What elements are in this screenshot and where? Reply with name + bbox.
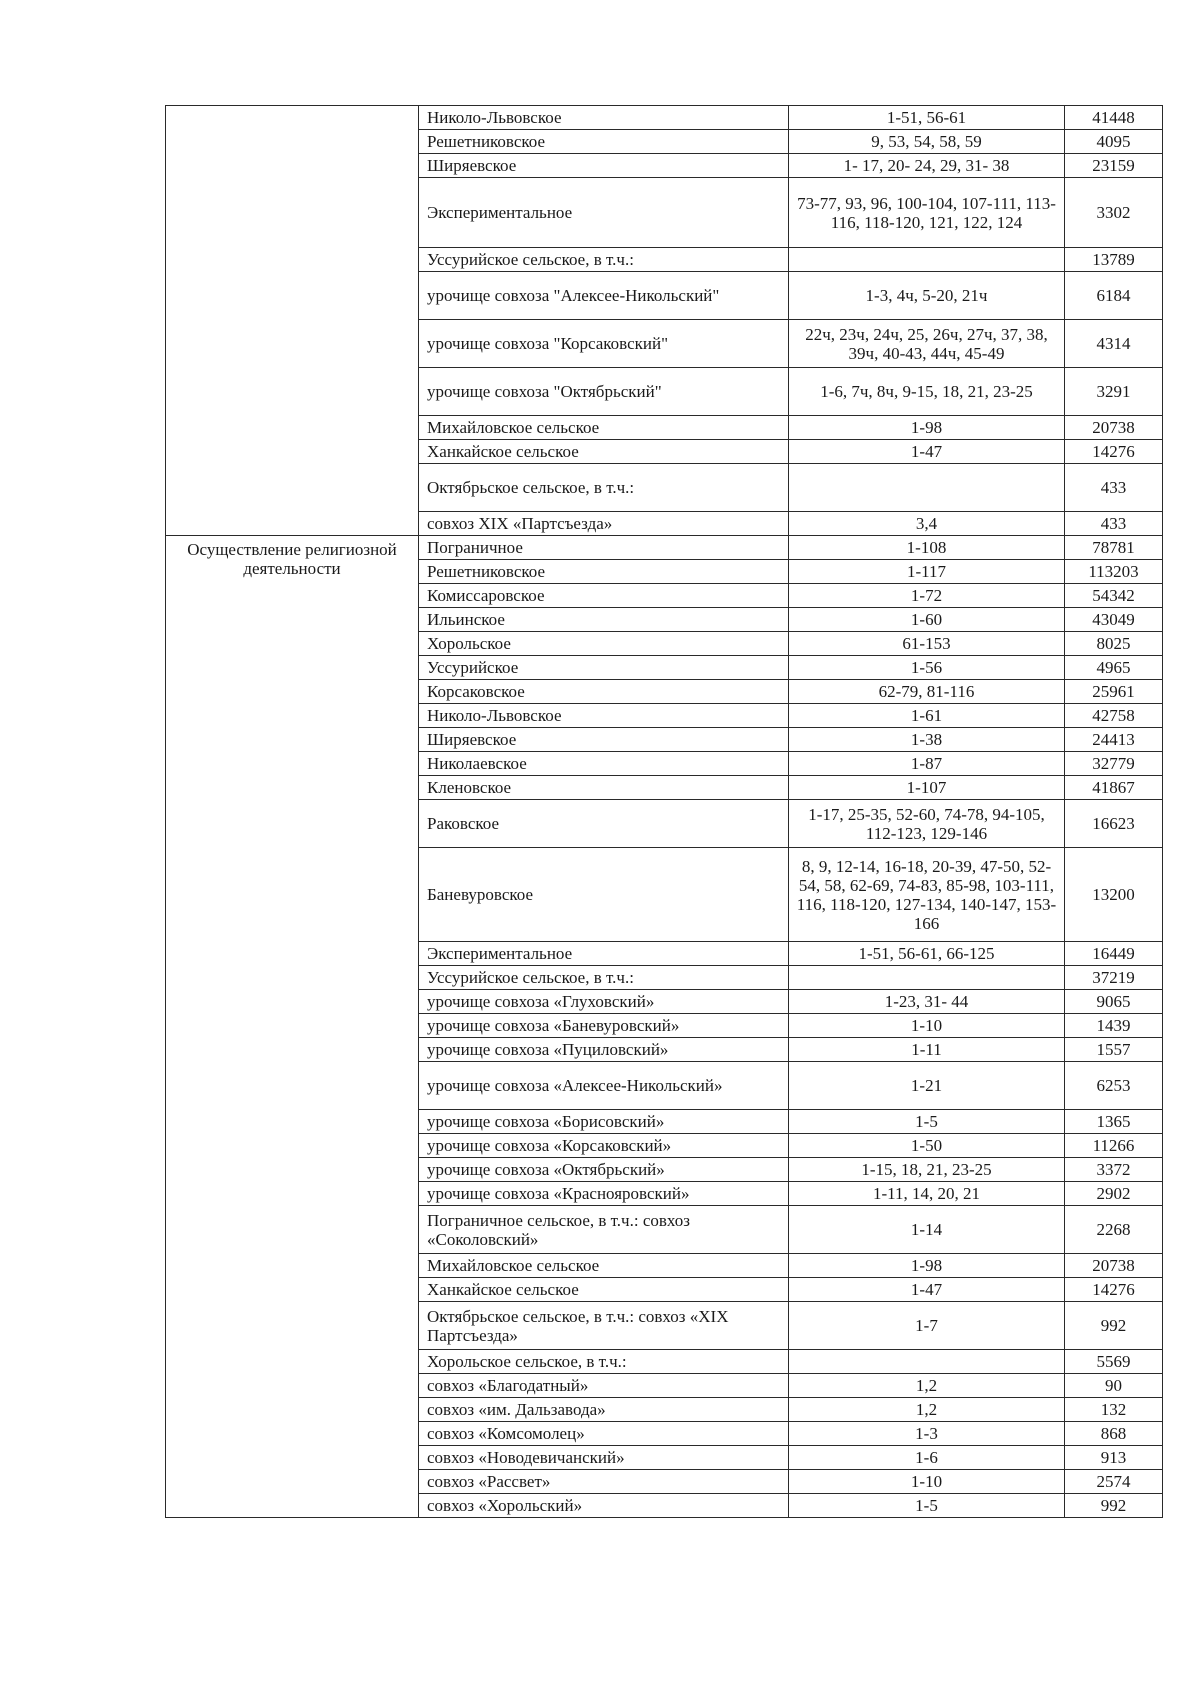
quarter-numbers-cell: 22ч, 23ч, 24ч, 25, 26ч, 27ч, 37, 38, 39ч, 40-43, 44ч, 45-49 <box>789 320 1065 368</box>
quarter-numbers-cell: 1-98 <box>789 416 1065 440</box>
quarter-numbers-cell: 1-7 <box>789 1302 1065 1350</box>
quarter-numbers-cell: 1-47 <box>789 1278 1065 1302</box>
forestry-name-cell: урочище совхоза «Пуциловский» <box>419 1038 789 1062</box>
activity-type-cell <box>166 106 419 536</box>
area-cell: 2902 <box>1065 1182 1163 1206</box>
area-cell: 5569 <box>1065 1350 1163 1374</box>
forestry-name-cell: совхоз «Новодевичанский» <box>419 1446 789 1470</box>
forestry-name-cell: Пограничное сельское, в т.ч.: совхоз «Соколовский» <box>419 1206 789 1254</box>
area-cell: 37219 <box>1065 966 1163 990</box>
area-cell: 16449 <box>1065 942 1163 966</box>
area-cell: 4965 <box>1065 656 1163 680</box>
area-cell: 992 <box>1065 1494 1163 1518</box>
quarter-numbers-cell: 1-5 <box>789 1494 1065 1518</box>
area-cell: 20738 <box>1065 416 1163 440</box>
area-cell: 433 <box>1065 464 1163 512</box>
area-cell: 3302 <box>1065 178 1163 248</box>
forestry-name-cell: урочище совхоза «Алексее-Никольский» <box>419 1062 789 1110</box>
area-cell: 3372 <box>1065 1158 1163 1182</box>
area-cell: 9065 <box>1065 990 1163 1014</box>
forestry-name-cell: Корсаковское <box>419 680 789 704</box>
quarter-numbers-cell: 1-10 <box>789 1470 1065 1494</box>
area-cell: 54342 <box>1065 584 1163 608</box>
area-cell: 20738 <box>1065 1254 1163 1278</box>
area-cell: 2574 <box>1065 1470 1163 1494</box>
forestry-name-cell: Октябрьское сельское, в т.ч.: <box>419 464 789 512</box>
forestry-name-cell: Михайловское сельское <box>419 1254 789 1278</box>
area-cell: 32779 <box>1065 752 1163 776</box>
forestry-name-cell: совхоз XIX «Партсъезда» <box>419 512 789 536</box>
area-cell: 113203 <box>1065 560 1163 584</box>
forestry-name-cell: Уссурийское сельское, в т.ч.: <box>419 248 789 272</box>
forestry-name-cell: Кленовское <box>419 776 789 800</box>
forestry-name-cell: Комиссаровское <box>419 584 789 608</box>
forestry-name-cell: Решетниковское <box>419 130 789 154</box>
quarter-numbers-cell: 1-5 <box>789 1110 1065 1134</box>
area-cell: 868 <box>1065 1422 1163 1446</box>
area-cell: 132 <box>1065 1398 1163 1422</box>
area-cell: 4095 <box>1065 130 1163 154</box>
quarter-numbers-cell: 1-17, 25-35, 52-60, 74-78, 94-105, 112-123, 129-146 <box>789 800 1065 848</box>
forestry-name-cell: урочище совхоза "Алексее-Никольский" <box>419 272 789 320</box>
quarter-numbers-cell <box>789 1350 1065 1374</box>
area-cell: 6184 <box>1065 272 1163 320</box>
area-cell: 43049 <box>1065 608 1163 632</box>
forestry-name-cell: урочище совхоза "Октябрьский" <box>419 368 789 416</box>
forestry-name-cell: Уссурийское <box>419 656 789 680</box>
quarter-numbers-cell: 1-11 <box>789 1038 1065 1062</box>
forestry-name-cell: Уссурийское сельское, в т.ч.: <box>419 966 789 990</box>
quarter-numbers-cell: 1,2 <box>789 1374 1065 1398</box>
quarter-numbers-cell: 1-3, 4ч, 5-20, 21ч <box>789 272 1065 320</box>
forestry-name-cell: Пограничное <box>419 536 789 560</box>
area-cell: 11266 <box>1065 1134 1163 1158</box>
quarter-numbers-cell: 1-38 <box>789 728 1065 752</box>
area-cell: 992 <box>1065 1302 1163 1350</box>
quarter-numbers-cell: 1-108 <box>789 536 1065 560</box>
forestry-name-cell: совхоз «Комсомолец» <box>419 1422 789 1446</box>
quarter-numbers-cell: 1-61 <box>789 704 1065 728</box>
area-cell: 14276 <box>1065 440 1163 464</box>
area-cell: 2268 <box>1065 1206 1163 1254</box>
quarter-numbers-cell: 1-117 <box>789 560 1065 584</box>
area-cell: 23159 <box>1065 154 1163 178</box>
forestry-name-cell: Ильинское <box>419 608 789 632</box>
quarter-numbers-cell: 1-87 <box>789 752 1065 776</box>
forestry-name-cell: Октябрьское сельское, в т.ч.: совхоз «XIX Партсъезда» <box>419 1302 789 1350</box>
quarter-numbers-cell: 1-50 <box>789 1134 1065 1158</box>
forestry-name-cell: Хорольское <box>419 632 789 656</box>
area-cell: 6253 <box>1065 1062 1163 1110</box>
area-cell: 16623 <box>1065 800 1163 848</box>
area-cell: 1557 <box>1065 1038 1163 1062</box>
quarter-numbers-cell: 62-79, 81-116 <box>789 680 1065 704</box>
quarter-numbers-cell: 1-107 <box>789 776 1065 800</box>
forestry-name-cell: урочище совхоза «Корсаковский» <box>419 1134 789 1158</box>
forestry-name-cell: Решетниковское <box>419 560 789 584</box>
forestry-name-cell: Михайловское сельское <box>419 416 789 440</box>
forestry-name-cell: урочище совхоза «Октябрьский» <box>419 1158 789 1182</box>
forestry-name-cell: урочище совхоза «Борисовский» <box>419 1110 789 1134</box>
forestry-name-cell: Ханкайское сельское <box>419 440 789 464</box>
forestry-name-cell: совхоз «Хорольский» <box>419 1494 789 1518</box>
quarter-numbers-cell: 8, 9, 12-14, 16-18, 20-39, 47-50, 52-54, 58, 62-69, 74-83, 85-98, 103-111, 116, 118-120, 127-134, 140-147, 153-166 <box>789 848 1065 942</box>
quarter-numbers-cell: 3,4 <box>789 512 1065 536</box>
quarter-numbers-cell: 1-56 <box>789 656 1065 680</box>
quarter-numbers-cell: 1-60 <box>789 608 1065 632</box>
forestry-name-cell: Раковское <box>419 800 789 848</box>
quarter-numbers-cell: 1-3 <box>789 1422 1065 1446</box>
quarter-numbers-cell: 1-23, 31- 44 <box>789 990 1065 1014</box>
area-cell: 41448 <box>1065 106 1163 130</box>
area-cell: 913 <box>1065 1446 1163 1470</box>
quarter-numbers-cell: 1-6, 7ч, 8ч, 9-15, 18, 21, 23-25 <box>789 368 1065 416</box>
forestry-name-cell: Николо-Львовское <box>419 704 789 728</box>
forestry-name-cell: Экспериментальное <box>419 942 789 966</box>
forestry-name-cell: совхоз «им. Дальзавода» <box>419 1398 789 1422</box>
quarter-numbers-cell: 61-153 <box>789 632 1065 656</box>
area-cell: 90 <box>1065 1374 1163 1398</box>
forestry-name-cell: Николаевское <box>419 752 789 776</box>
quarter-numbers-cell <box>789 464 1065 512</box>
quarter-numbers-cell: 1-10 <box>789 1014 1065 1038</box>
area-cell: 14276 <box>1065 1278 1163 1302</box>
quarter-numbers-cell: 1- 17, 20- 24, 29, 31- 38 <box>789 154 1065 178</box>
table-row <box>166 536 1163 560</box>
forestry-name-cell: совхоз «Рассвет» <box>419 1470 789 1494</box>
area-cell: 13200 <box>1065 848 1163 942</box>
document-page <box>165 105 1162 1518</box>
area-cell: 78781 <box>1065 536 1163 560</box>
quarter-numbers-cell: 73-77, 93, 96, 100-104, 107-111, 113-116, 118-120, 121, 122, 124 <box>789 178 1065 248</box>
quarter-numbers-cell <box>789 248 1065 272</box>
quarter-numbers-cell: 1-21 <box>789 1062 1065 1110</box>
forestry-name-cell: Ханкайское сельское <box>419 1278 789 1302</box>
quarter-numbers-cell: 9, 53, 54, 58, 59 <box>789 130 1065 154</box>
table-body <box>166 106 1163 1518</box>
quarter-numbers-cell: 1-98 <box>789 1254 1065 1278</box>
forestry-name-cell: Экспериментальное <box>419 178 789 248</box>
area-cell: 1439 <box>1065 1014 1163 1038</box>
quarter-numbers-cell: 1-51, 56-61 <box>789 106 1065 130</box>
forestry-name-cell: урочище совхоза «Глуховский» <box>419 990 789 1014</box>
forestry-name-cell: Хорольское сельское, в т.ч.: <box>419 1350 789 1374</box>
quarter-numbers-cell: 1-6 <box>789 1446 1065 1470</box>
quarter-numbers-cell: 1-72 <box>789 584 1065 608</box>
forestry-name-cell: урочище совхоза «Баневуровский» <box>419 1014 789 1038</box>
activity-type-cell: Осуществление религиозной деятельности <box>166 536 419 1518</box>
quarter-numbers-cell: 1-15, 18, 21, 23-25 <box>789 1158 1065 1182</box>
forestry-name-cell: урочище совхоза «Краснояровский» <box>419 1182 789 1206</box>
area-cell: 4314 <box>1065 320 1163 368</box>
area-cell: 1365 <box>1065 1110 1163 1134</box>
area-cell: 3291 <box>1065 368 1163 416</box>
forestry-name-cell: Ширяевское <box>419 728 789 752</box>
area-cell: 24413 <box>1065 728 1163 752</box>
quarter-numbers-cell: 1,2 <box>789 1398 1065 1422</box>
forest-quarters-table <box>165 105 1163 1518</box>
quarter-numbers-cell: 1-51, 56-61, 66-125 <box>789 942 1065 966</box>
forestry-name-cell: Николо-Львовское <box>419 106 789 130</box>
area-cell: 13789 <box>1065 248 1163 272</box>
forestry-name-cell: Баневуровское <box>419 848 789 942</box>
forestry-name-cell: совхоз «Благодатный» <box>419 1374 789 1398</box>
quarter-numbers-cell: 1-47 <box>789 440 1065 464</box>
quarter-numbers-cell: 1-14 <box>789 1206 1065 1254</box>
forestry-name-cell: Ширяевское <box>419 154 789 178</box>
area-cell: 8025 <box>1065 632 1163 656</box>
area-cell: 433 <box>1065 512 1163 536</box>
quarter-numbers-cell: 1-11, 14, 20, 21 <box>789 1182 1065 1206</box>
quarter-numbers-cell <box>789 966 1065 990</box>
area-cell: 25961 <box>1065 680 1163 704</box>
forestry-name-cell: урочище совхоза "Корсаковский" <box>419 320 789 368</box>
area-cell: 41867 <box>1065 776 1163 800</box>
table-row <box>166 106 1163 130</box>
area-cell: 42758 <box>1065 704 1163 728</box>
